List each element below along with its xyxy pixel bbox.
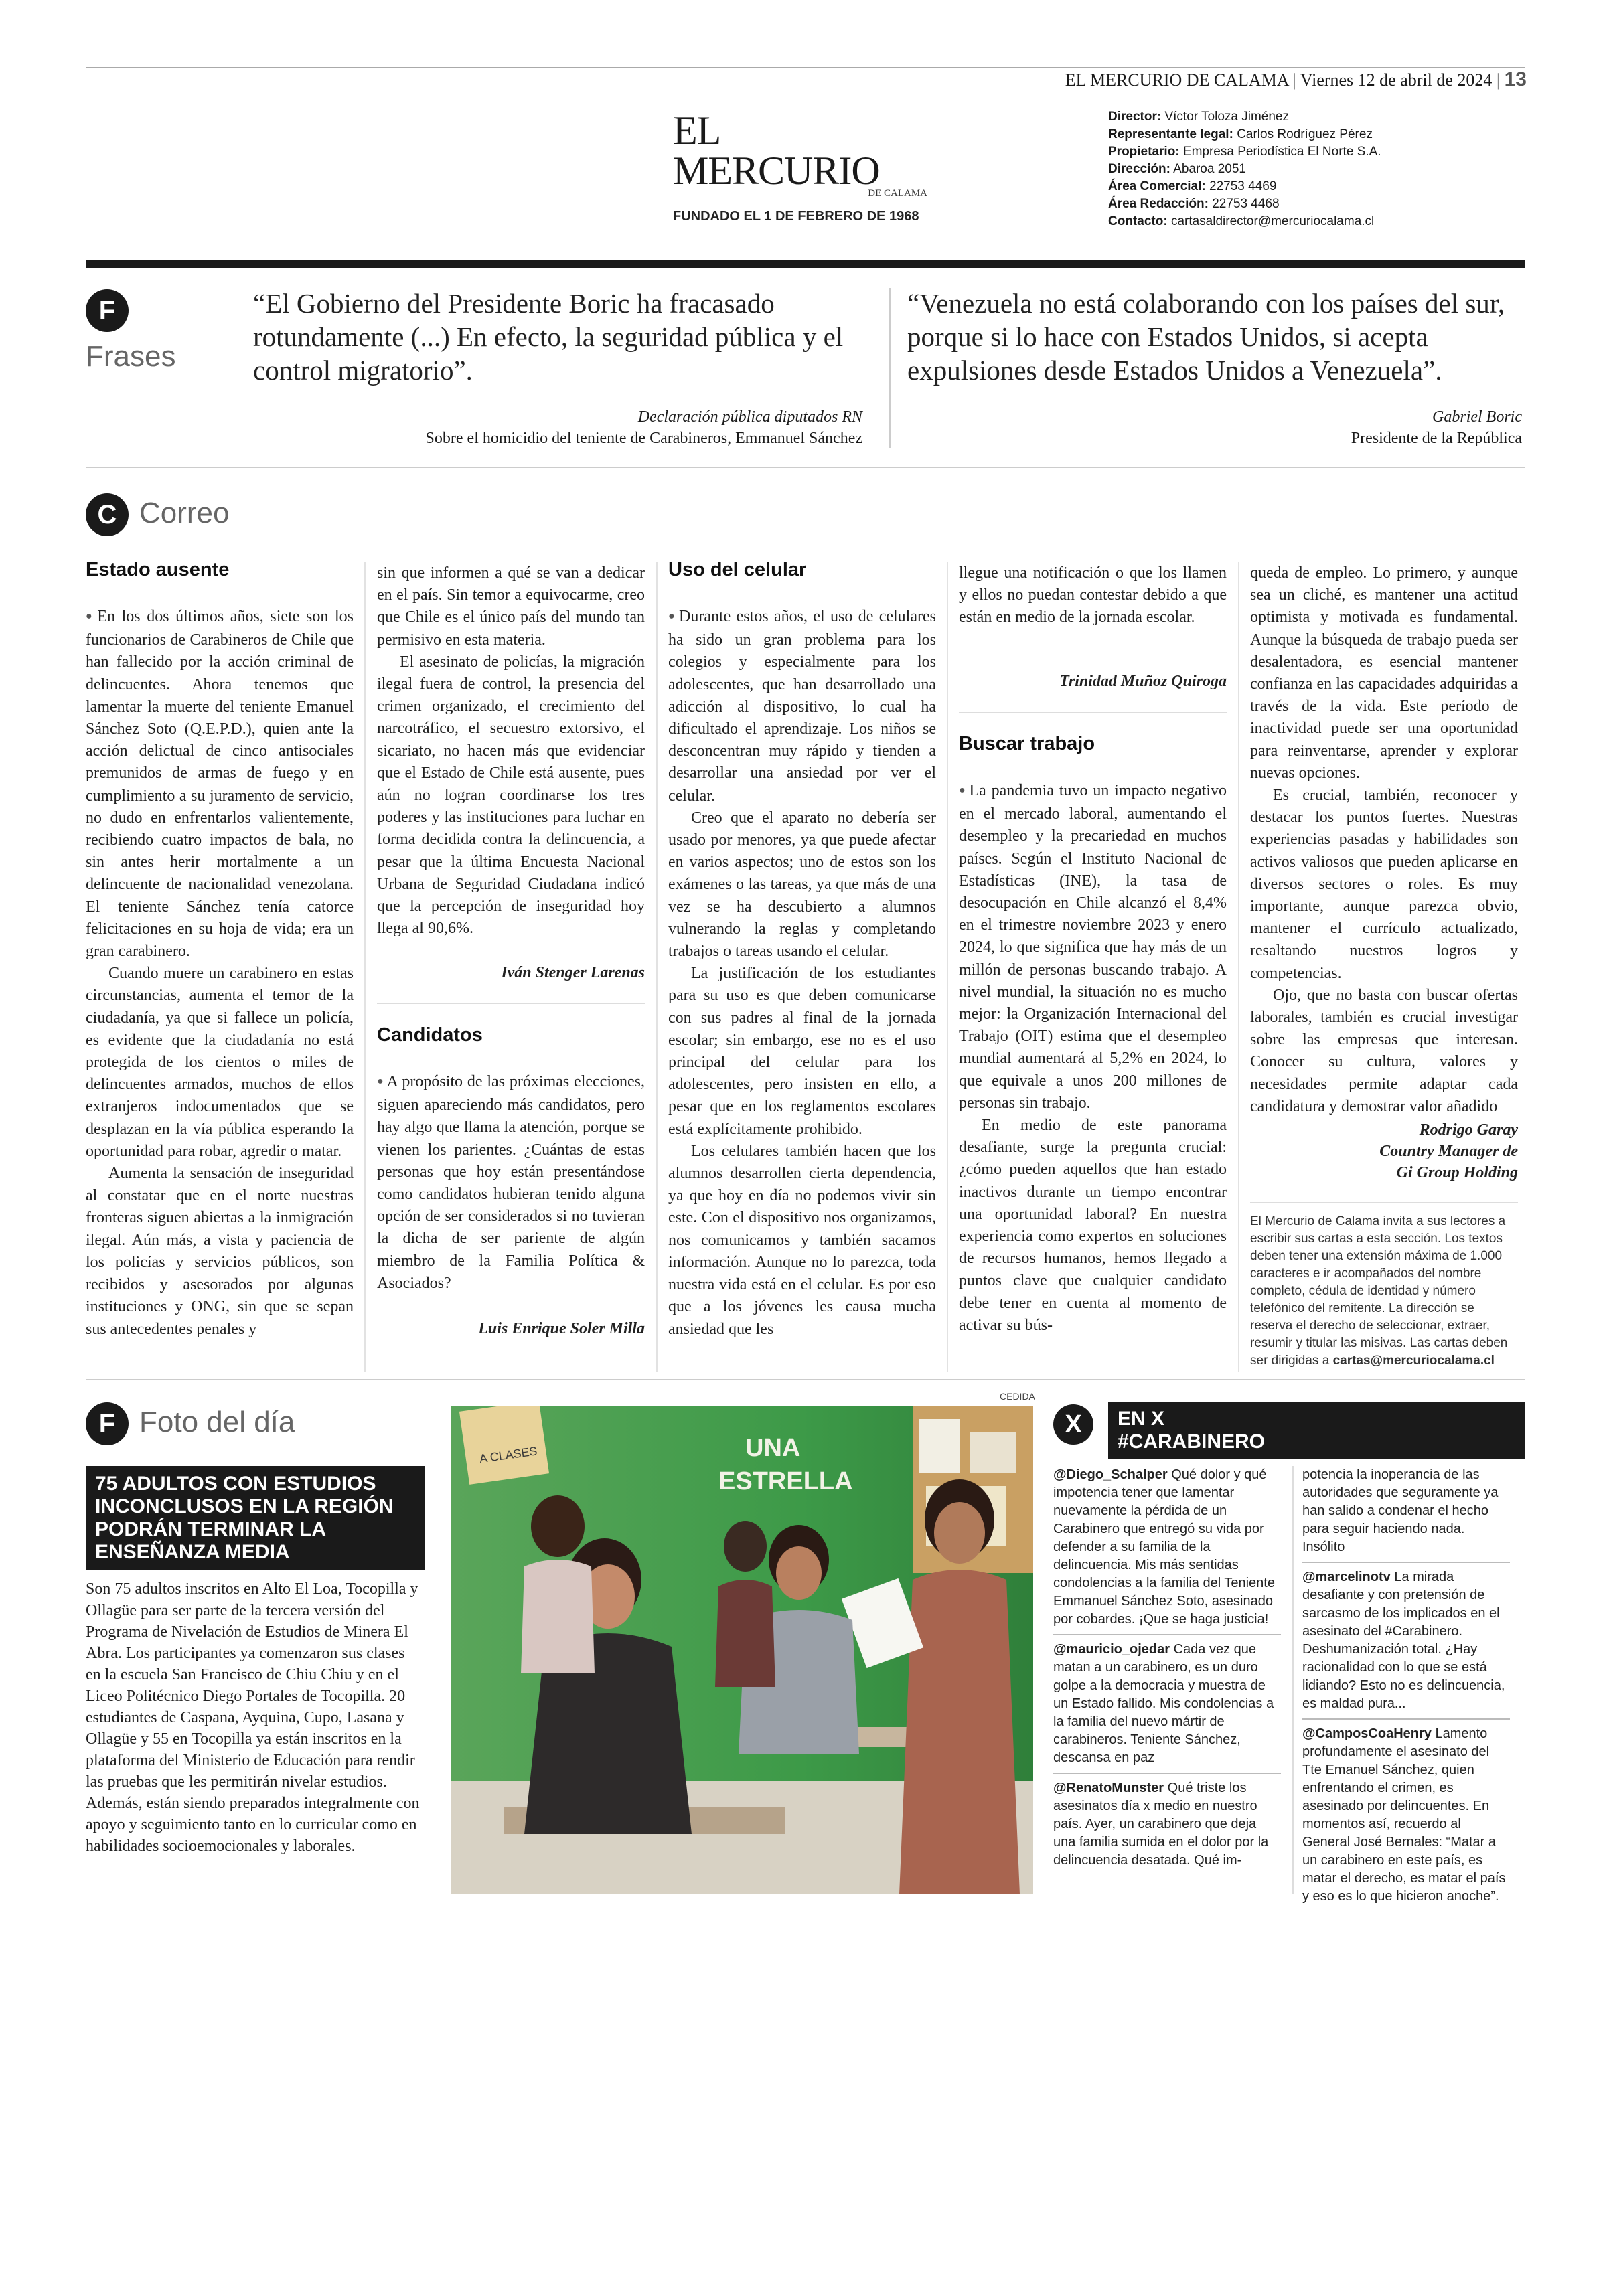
staff-box bbox=[1108, 108, 1381, 230]
tweet-user[interactable]: @Diego_Schalper bbox=[1053, 1467, 1168, 1482]
tweet-text: La mirada desafiante y con pretensión de sarcasmo de los implicados en el asesinato del #Carabinero. Deshumanización total. ¿Hay racionalidad con lo que se está lidiando? Esto no es delincuencia, es maldad pura... bbox=[1302, 1570, 1505, 1711]
letter-paragraph: El asesinato de policías, la migración ilegal fuera de control, la presencia del crimen organizado, el crecimiento del narcotráfico, el secuestro extorsivo, el sicariato, no hacen más que evidenciar que el Estado de Chile está ausente, pues aún no logran coordinarse los tres poderes y las instituciones para luchar en forma decidida contra la delincuencia, a pesar que la última Encuesta Nacional Urbana de Seguridad Ciudadana indicó que la percepción de inseguridad hoy llega al 90,6%. bbox=[377, 653, 645, 938]
letter-paragraph: ● La pandemia tuvo un impacto negativo en el mercado laboral, aumentando el desempleo y la precariedad en muchos países. Según el Instituto Nacional de Estadísticas (INE), la tasa de desocupación en Chile alcanzó el 8,4% en el trimestre noviembre 2023 y enero 2024, lo que significa que hay más de un millón de personas buscando trabajo. A nivel mundial, la situación no es mucho mejor: la Organización Internacional del Trabajo (OIT) estima que el desempleo mundial aumentará al 5,2% en 2024, lo que equivale a unos 200 millones de personas sin trabajo. bbox=[959, 780, 1227, 1115]
tweet-text: Qué dolor y qué impotencia tener que lamentar nuevamente la pérdida de un Carabinero que entregó su vida por defender a su familia de la delincuencia. Mis más sentidas condolencias a la familia del Teniente Emmanuel Sánchez Soto, asesinado por cobardes. ¡Que se haga justicia! bbox=[1053, 1467, 1275, 1627]
quote-1-text: “El Gobierno del Presidente Boric ha fracasado rotundamente (...) En efecto, la seguridad pública y el control migratorio”. bbox=[253, 288, 844, 386]
quote-divider bbox=[889, 288, 891, 448]
tweet-text: Qué triste los asesinatos día x medio en nuestro país. Ayer, un carabinero que deja una familia sumida en el dolor por la delincuencia desatada. Qué im- bbox=[1053, 1781, 1269, 1868]
letter-paragraph: Aumenta la sensación de inseguridad al constatar que en el norte nuestras fronteras siguen abiertas a la inmigración ilegal. Aún más, a vista y paciencia de los policías y servicios públicos, son recibidos y asesorados por algunas instituciones y ONG, sin que se sepan sus antecedentes penales y bbox=[86, 1165, 354, 1338]
tweet-user[interactable]: @marcelinotv bbox=[1302, 1570, 1391, 1584]
foto-badge: F bbox=[86, 1402, 129, 1445]
tweets-column-1 bbox=[1053, 1466, 1281, 1870]
tweet-user[interactable]: @RenatoMunster bbox=[1053, 1781, 1164, 1795]
letter-signature-company: Gi Group Holding bbox=[1396, 1164, 1518, 1181]
letter-paragraph: ● Durante estos años, el uso de celulares ha sido un gran problema para los colegios y especialmente para los adolescentes, que han desarrollado una adicción al dispositivo, lo cual ha dificultado el aprendizaje. Los niños se desconcentran muy rápido y tienden a desarrollar una ansiedad por ver el celular. bbox=[668, 606, 936, 807]
tweet-user[interactable]: @mauricio_ojedar bbox=[1053, 1642, 1170, 1657]
letter-title: Uso del celular bbox=[668, 559, 807, 580]
letter-column-4b bbox=[959, 780, 1227, 1337]
quote-2-context: Presidente de la República bbox=[1351, 430, 1522, 447]
letter-column-2 bbox=[377, 562, 645, 940]
column-divider bbox=[1238, 562, 1239, 1372]
letter-rule bbox=[1250, 1202, 1518, 1203]
letter-paragraph: Los celulares también hacen que los alumnos desarrollen cierta dependencia, ya que hoy en día no podemos vivir sin este. Con el dispositivo nos organizamos, nos comunicamos y también sacamos información. Aunque no lo parezca, toda nuestra vida está en el celular. Es por eso que a los jóvenes les causa mucha ansiedad que les bbox=[668, 1142, 936, 1338]
letter-paragraph: sin que informen a qué se van a dedicar en el país. Sin temor a equivocarme, creo que Chile es el único país del mundo tan permisivo en esta materia. bbox=[377, 564, 645, 649]
letter-paragraph: En medio de este panorama desafiante, surge la pregunta crucial: ¿cómo pueden aquellos que han estado inactivos durante un tiempo encontrar una oportunidad laboral? En nuestra experiencia como expertos en soluciones de recursos humanos, hemos llegado a puntos clave que cualquier candidato debe tener en cuenta al momento de activar su bús- bbox=[959, 1117, 1227, 1334]
quote-1 bbox=[253, 286, 856, 387]
tweet-separator bbox=[1053, 1634, 1281, 1635]
tweets-column-2 bbox=[1302, 1466, 1510, 1906]
letter-paragraph: La justificación de los estudiantes para su uso es que deben comunicarse con sus padres al final de la jornada escolar; sin embargo, ese no es el uso principal del celular para los adolescentes, pero insisten en ello, a pesar que en los reglamentos escolares está explícitamente prohibido. bbox=[668, 965, 936, 1138]
quote-1-context: Sobre el homicidio del teniente de Carabineros, Emmanuel Sánchez bbox=[425, 430, 862, 447]
foto-body-text: Son 75 adultos inscritos en Alto El Loa, Tocopilla y Ollagüe para ser parte de la tercera versión del Programa de Nivelación de Estudios de Minera El Abra. Los participantes ya comenzaron sus clases en la escuela San Francisco de Chiu Chiu y en el Liceo Politécnico Diego Portales de Tocopilla. 20 estudiantes de Caspana, Ayquina, Cupo, Lasana y Ollagüe y 55 en Tocopilla ya están inscritos en la plataforma del Ministerio de Educación para rendir las pruebas que les permitirán nivelar estudios. Además, están siendo preparados integralmente con apoyo y seguimiento tanto en lo curricular como en habilidades socioemocionales y laborales. bbox=[86, 1580, 420, 1855]
masthead-founded: FUNDADO EL 1 DE FEBRERO DE 1968 bbox=[673, 209, 919, 224]
frases-label: Frases bbox=[86, 340, 176, 373]
staff-line: Propietario: Empresa Periodística El Norte S.A. bbox=[1108, 145, 1381, 159]
tweet bbox=[1053, 1641, 1281, 1767]
letter-signature: Trinidad Muñoz Quiroga bbox=[1059, 673, 1227, 690]
publication-date: Viernes 12 de abril de 2024 bbox=[1300, 70, 1493, 90]
letter-title: Estado ausente bbox=[86, 559, 230, 580]
staff-line: Dirección: Abaroa 2051 bbox=[1108, 162, 1246, 176]
tweet-user[interactable]: @CamposCoaHenry bbox=[1302, 1726, 1432, 1741]
staff-line: Área Redacción: 22753 4468 bbox=[1108, 197, 1280, 211]
frases-badge: F bbox=[86, 289, 129, 332]
foto-headline: 75 ADULTOS CON ESTUDIOS INCONCLUSOS EN LA REGIÓN PODRÁN TERMINAR LA ENSEÑANZA MEDIA bbox=[86, 1466, 425, 1570]
tweet-text: Lamento profundamente el asesinato del Tte Emanuel Sánchez, quien enfrentando el crimen, es asesinado por delincuentes. En momentos así, recuerdo al General José Bernales: “Matar a un carabinero en este país, es matar el derecho, es matar el país y eso es lo que hicieron anoche”. bbox=[1302, 1726, 1506, 1904]
tweet bbox=[1302, 1568, 1510, 1713]
letter-signature-role: Country Manager de bbox=[1379, 1143, 1518, 1160]
section-rule-thick bbox=[86, 260, 1525, 268]
foto-label: Foto del día bbox=[139, 1406, 295, 1439]
column-divider bbox=[656, 562, 658, 1372]
letter-paragraph: llegue una notificación o que los llamen y ellos no puedan contestar debido a que están en medio de la jornada escolar. bbox=[959, 564, 1227, 627]
tweet-separator bbox=[1302, 1562, 1510, 1563]
publication-name: EL MERCURIO DE CALAMA bbox=[1065, 70, 1289, 90]
letter-signature: Iván Stenger Larenas bbox=[501, 964, 645, 981]
letter-rule bbox=[377, 1003, 645, 1004]
correo-badge: C bbox=[86, 493, 129, 536]
wall-text-una: UNA bbox=[745, 1434, 801, 1462]
letter-signature: Rodrigo Garay bbox=[1419, 1121, 1518, 1139]
tweet-text: Cada vez que matan a un carabinero, es un duro golpe a la democracia y muestra de un Estado fallido. Mis condolencias a la familia del nuevo mártir de carabineros. Teniente Sánchez, descansa en paz bbox=[1053, 1642, 1274, 1765]
staff-line: Contacto: cartasaldirector@mercuriocalama.cl bbox=[1108, 214, 1375, 228]
classroom-photo bbox=[451, 1406, 1033, 1894]
quote-1-author: Declaración pública diputados RN bbox=[637, 408, 862, 426]
staff-line: Representante legal: Carlos Rodríguez Pérez bbox=[1108, 127, 1373, 141]
letter-column-3 bbox=[668, 606, 936, 1341]
letter-column-5 bbox=[1250, 562, 1518, 1118]
tweet-column-divider bbox=[1292, 1466, 1294, 1894]
classroom-illustration bbox=[451, 1406, 1033, 1894]
correo-bottom-rule bbox=[86, 1379, 1525, 1380]
letter-paragraph: ● En los dos últimos años, siete son los funcionarios de Carabineros de Chile que han fallecido por la acción criminal de delincuentes. Ahora tenemos que lamentar la muerte del teniente Emanuel Sánchez Soto (Q.E.P.D.), quien ante la acción delictual de cinco antisociales premunidos de armas de fuego y en cumplimiento a su juramento de servicio, no dudo en enfrentarlos valientemente, recibiendo cuatro impactos de bala, no sin antes herir mortalmente a un delincuente de nacionalidad venezolana. El teniente Sánchez tenía catorce felicitaciones en su hoja de vida; era un gran carabinero. bbox=[86, 606, 354, 963]
quote-2-author: Gabriel Boric bbox=[1432, 408, 1522, 426]
frases-bottom-rule bbox=[86, 467, 1525, 468]
letter-paragraph: ● A propósito de las próximas elecciones, siguen apareciendo más candidatos, pero hay algo que llama la atención, porque se vienen los parientes. ¿Cuántas de estas personas que hoy están presentándose como candidatos hubieran tenido alguna opción de ser considerados si no tuvieran la dicha de ser pariente de algún miembro de la Familia Política & Asociados? bbox=[377, 1071, 645, 1295]
letter-paragraph: Cuando muere un carabinero en estas circunstancias, aumenta el temor de la ciudadanía, ya que si fallece un policía, es evidente que la ciudadanía no está protegida de los cientos o miles de delincuentes armados, muchos de ellos extranjeros indocumentados que se desplazan en la vía pública esperando la oportunidad para robar, agredir o matar. bbox=[86, 965, 354, 1160]
masthead-subtitle: DE CALAMA bbox=[868, 188, 927, 199]
letter-paragraph: Ojo, que no basta con buscar ofertas laborales, también es crucial investigar sobre las empresas que interesan. Conocer su cultura, valores y necesidades permite adaptar cada candidatura y demostrar valor añadido bbox=[1250, 986, 1518, 1115]
letter-signature: Luis Enrique Soler Milla bbox=[478, 1320, 645, 1337]
letter-title: Candidatos bbox=[377, 1024, 483, 1046]
staff-line: Área Comercial: 22753 4469 bbox=[1108, 179, 1277, 193]
letter-rule bbox=[959, 712, 1227, 713]
letters-note bbox=[1250, 1213, 1518, 1370]
letters-email[interactable]: cartas@mercuriocalama.cl bbox=[1332, 1354, 1495, 1368]
enx-title: EN X bbox=[1118, 1408, 1165, 1430]
masthead bbox=[673, 110, 927, 224]
sign-text: A CLASES bbox=[478, 1444, 538, 1466]
correo-label: Correo bbox=[139, 497, 230, 529]
column-divider bbox=[947, 562, 948, 1372]
x-logo-icon: X bbox=[1053, 1404, 1093, 1445]
quote-2-text: “Venezuela no está colaborando con los países del sur, porque si lo hace con Estados Unidos, si acepta expulsiones desde Estados Unidos a Venezuela”. bbox=[907, 288, 1505, 386]
tweet-continued: potencia la inoperancia de las autoridades que seguramente ya han salido a condenar el hecho para seguir haciendo nada. Insólito bbox=[1302, 1467, 1499, 1554]
tweet-separator bbox=[1302, 1718, 1510, 1720]
letter-column-1 bbox=[86, 606, 354, 1341]
enx-header bbox=[1108, 1402, 1525, 1459]
tweet bbox=[1053, 1466, 1281, 1629]
letter-paragraph: Creo que el aparato no debería ser usado por menores, ya que puede afectar en varios aspectos; uno de estos son los exámenes o las tareas, ya que más de una vez se ha descubierto a alumnos vulnerando la reglas y completando trabajos o tareas usando el celular. bbox=[668, 809, 936, 961]
tweet bbox=[1302, 1725, 1510, 1906]
letter-title: Buscar trabajo bbox=[959, 733, 1095, 754]
letter-column-2b bbox=[377, 1071, 645, 1295]
page-number: 13 bbox=[1504, 68, 1527, 90]
quote-2 bbox=[907, 286, 1523, 387]
letter-signature-block bbox=[1250, 1119, 1518, 1183]
column-divider bbox=[364, 562, 366, 1372]
photo-credit: CEDIDA bbox=[1000, 1391, 1035, 1402]
letter-paragraph: Es crucial, también, reconocer y destacar los puntos fuertes. Nuestras experiencias pasadas y habilidades son activos valiosos que pueden aplicarse en diversos sectores o roles. Es muy importante, aunque parezca obvio, mantener el currículo actualizado, resaltando nuestros logros y competencias. bbox=[1250, 787, 1518, 982]
letters-note-text: El Mercurio de Calama invita a sus lectores a escribir sus cartas a esta sección. Los textos deben tener una extensión máxima de 1.000 caracteres e ir acompañados del nombre completo, cédula de identidad y número telefónico del remitente. La dirección se reserva el derecho de seleccionar, extraer, resumir y titular las misivas. Las cartas deben ser dirigidas a bbox=[1250, 1214, 1508, 1368]
staff-line: Director: Víctor Toloza Jiménez bbox=[1108, 110, 1289, 124]
enx-hashtag: #CARABINERO bbox=[1118, 1430, 1266, 1453]
masthead-title: EL MERCURIO bbox=[673, 108, 880, 193]
tweet-separator bbox=[1053, 1773, 1281, 1774]
letter-paragraph: queda de empleo. Lo primero, y aunque sea un cliché, es mantener una actitud optimista y motivada es fundamental. Aunque la búsqueda de trabajo pueda ser desalentadora, es esencial mantener confianza en las capacidades adquiridas a través de la vida. Este período de inactividad puede ser una oportunidad para reinventarse, aprender y explorar nuevas opciones. bbox=[1250, 564, 1518, 782]
page-header-info: EL MERCURIO DE CALAMA | Viernes 12 de abril de 2024 | 13 bbox=[1065, 68, 1527, 90]
letter-column-4 bbox=[959, 562, 1227, 629]
wall-text-estrella: ESTRELLA bbox=[718, 1467, 853, 1495]
tweet bbox=[1053, 1779, 1281, 1870]
